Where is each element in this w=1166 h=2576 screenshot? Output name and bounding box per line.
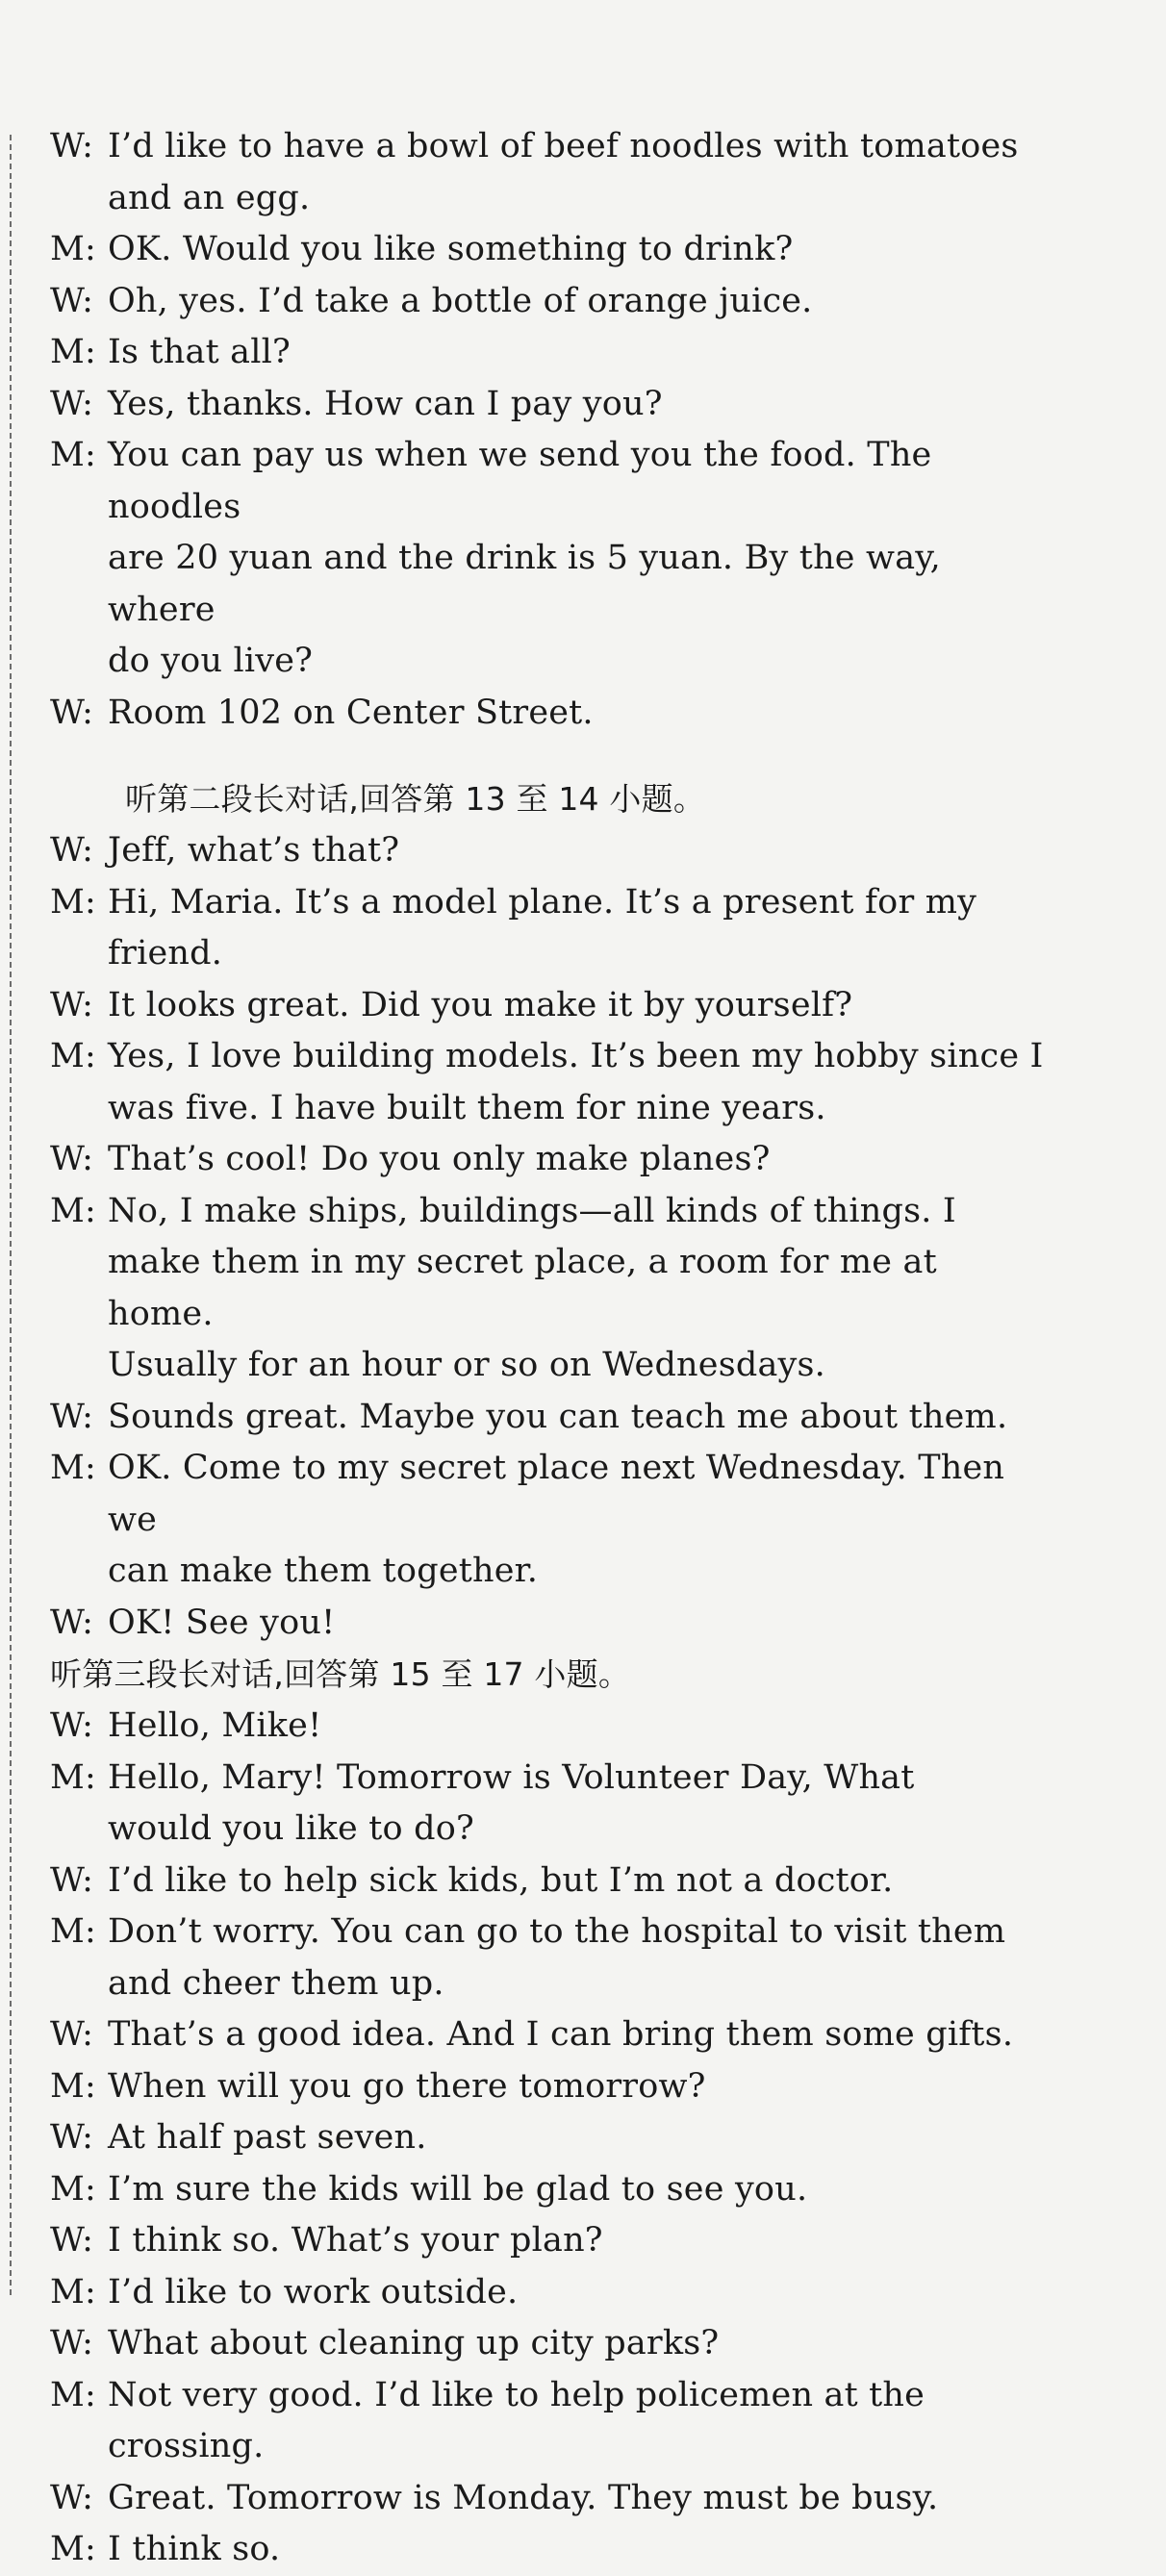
dialogue-text: and an egg. [108,178,311,217]
dialogue-text: That’s cool! Do you only make planes? [108,1140,771,1178]
dialogue-line [50,688,1051,740]
dialogue-text: Hi, Maria. It’s a model plane. It’s a present for my friend. [108,882,977,972]
dialogue-text: OK. Would you like something to drink? [108,230,794,268]
dialogue-text: You can pay us when we send you the food. The noodles [108,436,932,526]
speaker-label: W: [50,693,94,732]
dialogue-line [50,1186,1051,1392]
dialogue-text: Is that all? [108,333,291,371]
dialogue-line [50,224,1051,276]
dialogue-line [50,1392,1051,1444]
dialogue-line [50,1701,1051,1753]
dialogue-text: would you like to do? [108,1809,474,1848]
speaker-label: M: [50,2375,97,2414]
dialogue-line [50,379,1051,431]
dialogue-line [50,2524,1051,2576]
speaker-label: W: [50,384,94,423]
dialogue-line [50,2370,1051,2473]
dialogue-text: OK! See you! [108,1603,336,1642]
dialogue-line [50,2164,1051,2216]
speaker-label: W: [50,831,94,870]
dialogue-text: OK. Come to my secret place next Wednesday. Then we [108,1449,1005,1539]
speaker-label: M: [50,2530,97,2568]
dialogue-text: I’d like to help sick kids, but I’m not a doctor. [108,1860,894,1900]
dialogue-text: I’d like to have a bowl of beef noodles with tomatoes [108,127,1019,165]
dialogue-line [50,2215,1051,2267]
speaker-label: W: [50,281,94,320]
speaker-label: W: [50,2221,94,2260]
speaker-label: M: [50,230,97,268]
speaker-label: W: [50,985,94,1024]
speaker-label: W: [50,2118,94,2157]
dialogue-line [50,1598,1051,1650]
dialogue-line [50,1856,1051,1907]
speaker-label: M: [50,1191,97,1230]
dialogue-text: Hello, Mary! Tomorrow is Volunteer Day, What [108,1757,915,1797]
dialogue-line [50,2267,1051,2319]
dialogue-text: Sounds great. Maybe you can teach me about them. [108,1397,1008,1436]
transcript-page [50,121,1051,2576]
dialogue-text: I think so. What’s your plan? [108,2221,603,2260]
speaker-label: M: [50,333,97,371]
speaker-label: M: [50,1037,97,1075]
dialogue-text: Oh, yes. I’d take a bottle of orange juice. [108,281,813,320]
speaker-label: M: [50,1757,97,1797]
speaker-label: M: [50,1449,97,1487]
dialogue-text: Yes, thanks. How can I pay you? [108,384,663,423]
dialogue-text: Don’t worry. You can go to the hospital to visit them [108,1912,1006,1951]
dialogue-line [50,2473,1051,2525]
dialogue-text: I’m sure the kids will be glad to see you. [108,2169,808,2209]
dialogue-line [50,1031,1051,1134]
dialogue-text: Jeff, what’s that? [108,831,400,870]
dialogue-line [50,877,1051,980]
section-heading: 听第二段长对话,回答第 13 至 14 小题。 [125,780,706,818]
dialogue-text: I think so. [108,2530,281,2568]
dialogue-text: Hello, Mike! [108,1706,322,1745]
dialogue-line [50,327,1051,379]
dialogue-line [50,2318,1051,2370]
dialogue-line [50,1134,1051,1186]
speaker-label: M: [50,2272,97,2311]
dialogue-line [50,2112,1051,2164]
speaker-label: W: [50,2015,94,2054]
speaker-label: W: [50,1603,94,1642]
dialogue-text: was five. I have built them for nine years. [108,1088,826,1127]
dialogue-text: Room 102 on Center Street. [108,693,594,732]
dialogue-text: and cheer them up. [108,1963,444,2003]
speaker-label: W: [50,2324,94,2362]
speaker-label: M: [50,882,97,922]
dialogue-line [50,1907,1051,2009]
speaker-label: M: [50,1912,97,1951]
dialogue-text: make them in my secret place, a room for me at home. [108,1243,937,1333]
speaker-label: M: [50,436,97,474]
dialogue-text: do you live? [108,642,314,680]
dialogue-line [50,121,1051,224]
dialogue-text: Usually for an hour or so on Wednesdays. [108,1346,825,1384]
dialogue-text: are 20 yuan and the drink is 5 yuan. By the way, where [108,539,941,629]
section-heading: 听第三段长对话,回答第 15 至 17 小题。 [50,1655,631,1693]
dialogue-line [50,2061,1051,2113]
dialogue-line [50,1443,1051,1598]
dialogue-text: It looks great. Did you make it by yourself? [108,985,853,1024]
binding-cut-line [10,135,12,2295]
speaker-label: W: [50,1860,94,1900]
speaker-label: W: [50,1140,94,1178]
dialogue-line [50,825,1051,877]
dialogue-line [50,430,1051,688]
dialogue-line [50,1753,1051,1856]
dialogue-line [50,276,1051,328]
dialogue-text: Yes, I love building models. It’s been my hobby since I [108,1037,1044,1075]
dialogue-text: I’d like to work outside. [108,2272,519,2311]
speaker-label: M: [50,2169,97,2209]
speaker-label: W: [50,127,94,165]
speaker-label: W: [50,2478,94,2517]
speaker-label: W: [50,1397,94,1436]
speaker-label: W: [50,1706,94,1745]
dialogue-text: No, I make ships, buildings—all kinds of things. I [108,1191,956,1230]
dialogue-text: can make them together. [108,1552,539,1590]
dialogue-line [50,980,1051,1032]
dialogue-text: Great. Tomorrow is Monday. They must be busy. [108,2478,939,2517]
dialogue-text: What about cleaning up city parks? [108,2324,720,2362]
dialogue-text: Not very good. I’d like to help policemen at the crossing. [108,2375,925,2465]
dialogue-text: When will you go there tomorrow? [108,2066,706,2106]
dialogue-text: That’s a good idea. And I can bring them some gifts. [108,2015,1014,2054]
speaker-label: M: [50,2066,97,2106]
dialogue-text: At half past seven. [108,2118,427,2157]
dialogue-line [50,2009,1051,2061]
